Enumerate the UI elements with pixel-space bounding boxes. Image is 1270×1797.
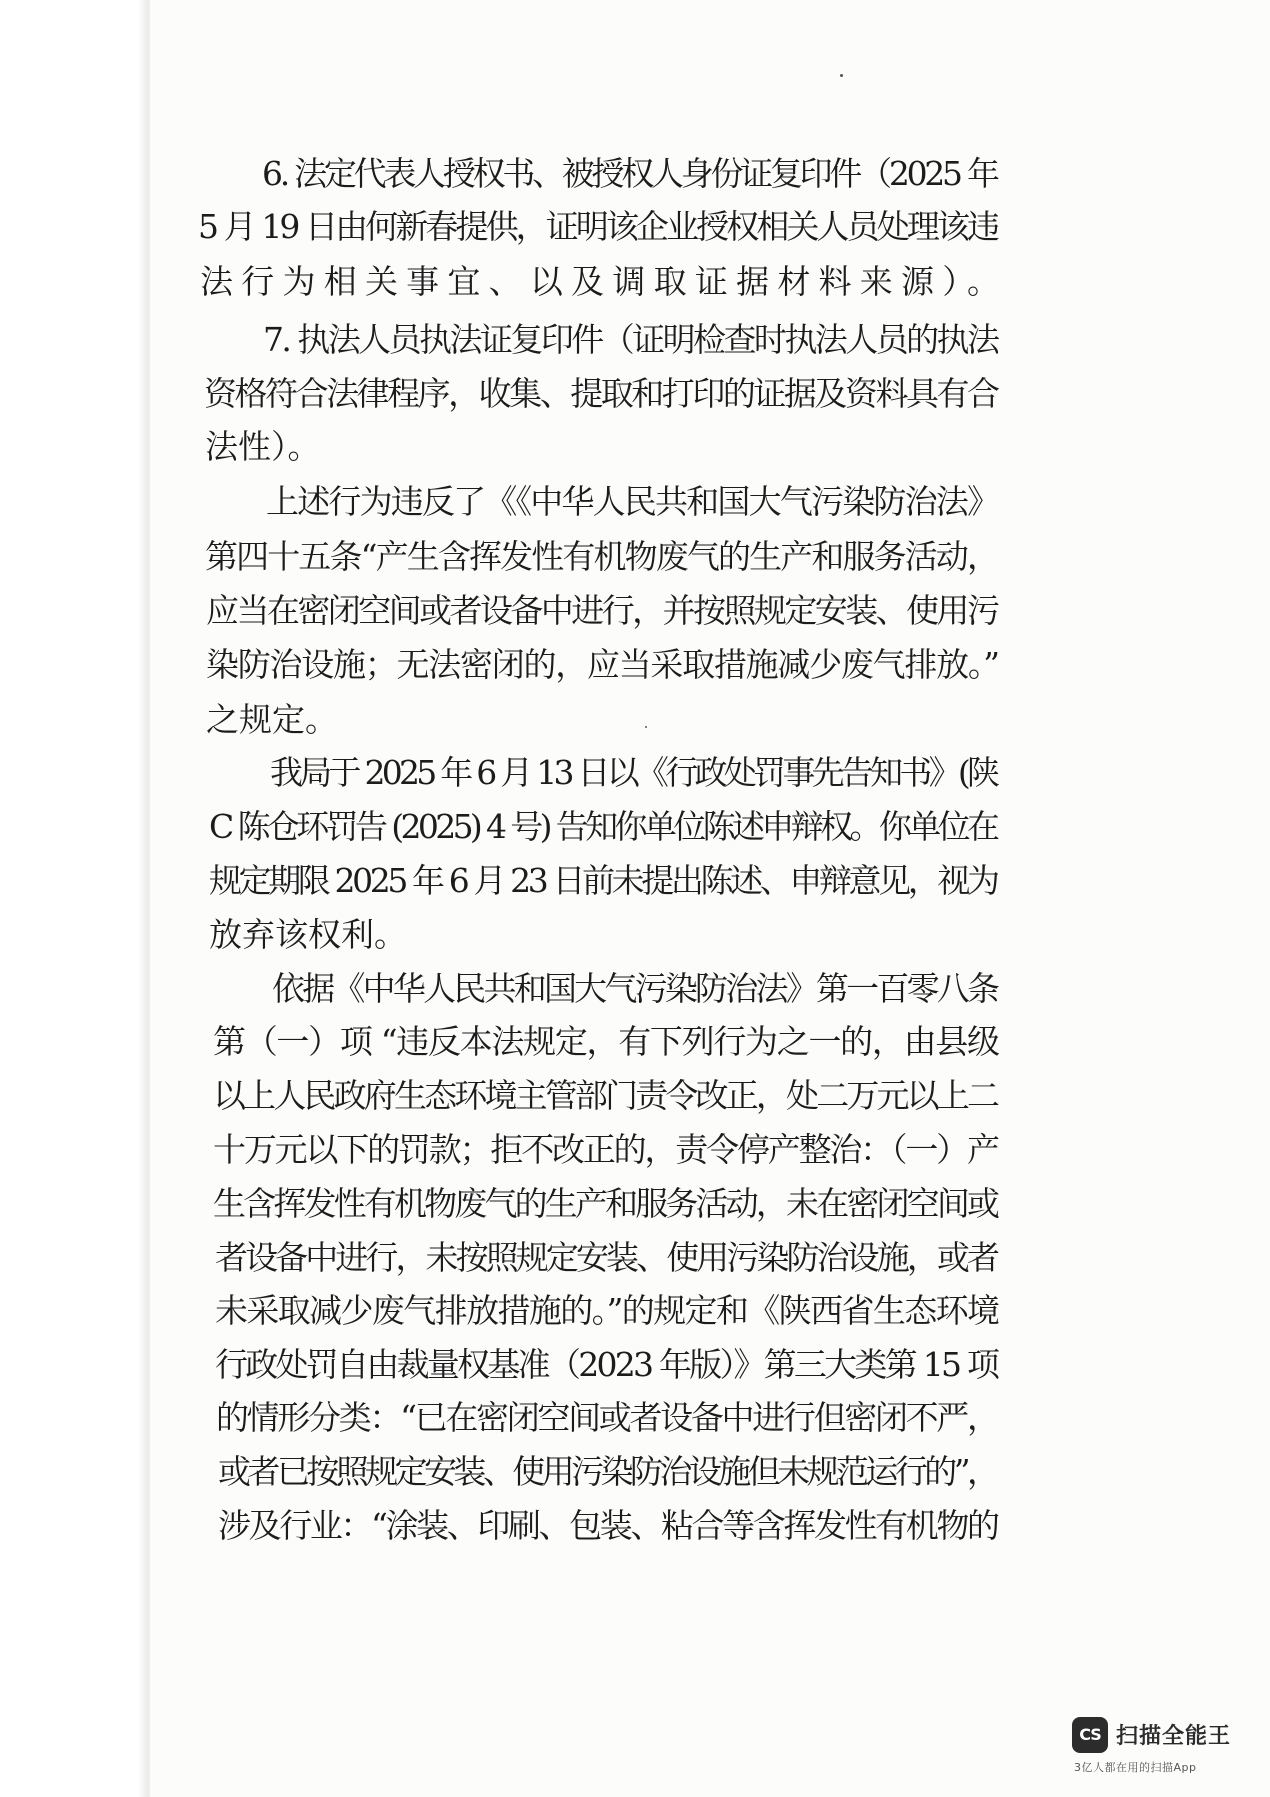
text-line-23 xyxy=(215,1345,997,1385)
text-line-14 xyxy=(209,861,997,901)
text-line-10 xyxy=(206,645,999,685)
text-line-22 xyxy=(215,1291,998,1331)
line-text: 依据《中华人民共和国大气污染防治法》第一百零八条 xyxy=(272,969,998,1008)
line-text: 之规定。 xyxy=(206,700,338,739)
text-line-16 xyxy=(272,969,997,1009)
text-line-7 xyxy=(266,482,998,522)
text-line-26 xyxy=(218,1506,998,1546)
scanner-watermark xyxy=(1072,1717,1242,1777)
camscanner-logo-icon: CS xyxy=(1072,1717,1108,1753)
text-line-17 xyxy=(213,1022,999,1062)
text-line-21 xyxy=(215,1238,997,1278)
line-text: C 陈仓环罚告 (2025) 4 号) 告知你单位陈述申辩权。你单位在 xyxy=(209,807,997,846)
text-line-19 xyxy=(213,1130,998,1170)
line-text: 生含挥发性有机物废气的生产和服务活动，未在密闭空间或 xyxy=(213,1184,998,1223)
line-text: 未采取减少废气排放措施的。”的规定和《陕西省生态环境 xyxy=(215,1291,999,1330)
text-line-13 xyxy=(209,807,996,847)
line-text: 5 月 19 日由何新春提供，证明该企业授权相关人员处理该违 xyxy=(198,207,998,246)
line-text: 我局于 2025 年 6 月 13 日以《行政处罚事先告知书》(陕 xyxy=(270,753,997,792)
text-line-18 xyxy=(213,1076,997,1116)
line-text: 资格符合法律程序，收集、提取和打印的证据及资料具有合 xyxy=(204,374,998,413)
text-line-20 xyxy=(213,1184,997,1224)
line-text: 法性）。 xyxy=(205,427,321,466)
text-line-9 xyxy=(206,591,997,631)
text-line-11 xyxy=(206,700,338,740)
text-line-1 xyxy=(262,154,997,194)
text-line-2 xyxy=(198,207,997,247)
watermark-tagline: 3亿人都在用的扫描App xyxy=(1074,1761,1197,1774)
line-text: 者设备中进行，未按照规定安装、使用污染防治设施，或者 xyxy=(215,1238,998,1277)
line-text: 涉及行业：“涂装、印刷、包装、粘合等含挥发性有机物的 xyxy=(218,1506,998,1545)
text-line-5 xyxy=(204,374,998,414)
watermark-app-name: 扫描全能王 xyxy=(1116,1724,1232,1749)
line-text: 以上人民政府生态环境主管部门责令改正，处二万元以上二 xyxy=(213,1076,998,1115)
text-line-15 xyxy=(209,915,407,955)
line-text: 上述行为违反了《《中华人民共和国大气污染防治法》 xyxy=(266,482,999,521)
line-text: 十万元以下的罚款；拒不改正的，责令停产整治：（一）产 xyxy=(213,1130,998,1169)
text-line-4 xyxy=(263,320,997,360)
text-line-24 xyxy=(216,1398,998,1438)
line-text: 第四十五条“产生含挥发性有机物废气的生产和服务活动， xyxy=(205,537,999,576)
line-text: 或者已按照规定安装、使用污染防治设施但未规范运行的”， xyxy=(218,1452,997,1491)
line-text: 法行为相关事宜、以及调取证据材料来源）。 xyxy=(200,262,1009,301)
line-text: 规定期限 2025 年 6 月 23 日前未提出陈述、申辩意见，视为 xyxy=(209,861,997,900)
text-line-8 xyxy=(205,537,998,577)
line-text: 行政处罚自由裁量权基准（2023 年版）》第三大类第 15 项 xyxy=(215,1345,998,1384)
line-text: 7. 执法人员执法证复印件（证明检查时执法人员的执法 xyxy=(263,320,998,359)
line-text: 的情形分类：“已在密闭空间或者设备中进行但密闭不严， xyxy=(216,1398,998,1437)
line-text: 6. 法定代表人授权书、被授权人身份证复印件（2025 年 xyxy=(262,154,997,193)
line-text: 第（一）项 “违反本法规定，有下列行为之一的，由县级 xyxy=(213,1022,999,1061)
text-line-3 xyxy=(200,262,1008,302)
line-text: 染防治设施；无法密闭的，应当采取措施减少废气排放。” xyxy=(206,645,999,684)
text-line-12 xyxy=(270,753,996,793)
scan-speck xyxy=(645,726,647,728)
line-text: 放弃该权利。 xyxy=(209,915,407,954)
text-line-25 xyxy=(218,1452,996,1492)
text-line-6 xyxy=(205,427,321,467)
scan-speck xyxy=(840,74,843,77)
line-text: 应当在密闭空间或者设备中进行，并按照规定安装、使用污 xyxy=(206,591,998,630)
